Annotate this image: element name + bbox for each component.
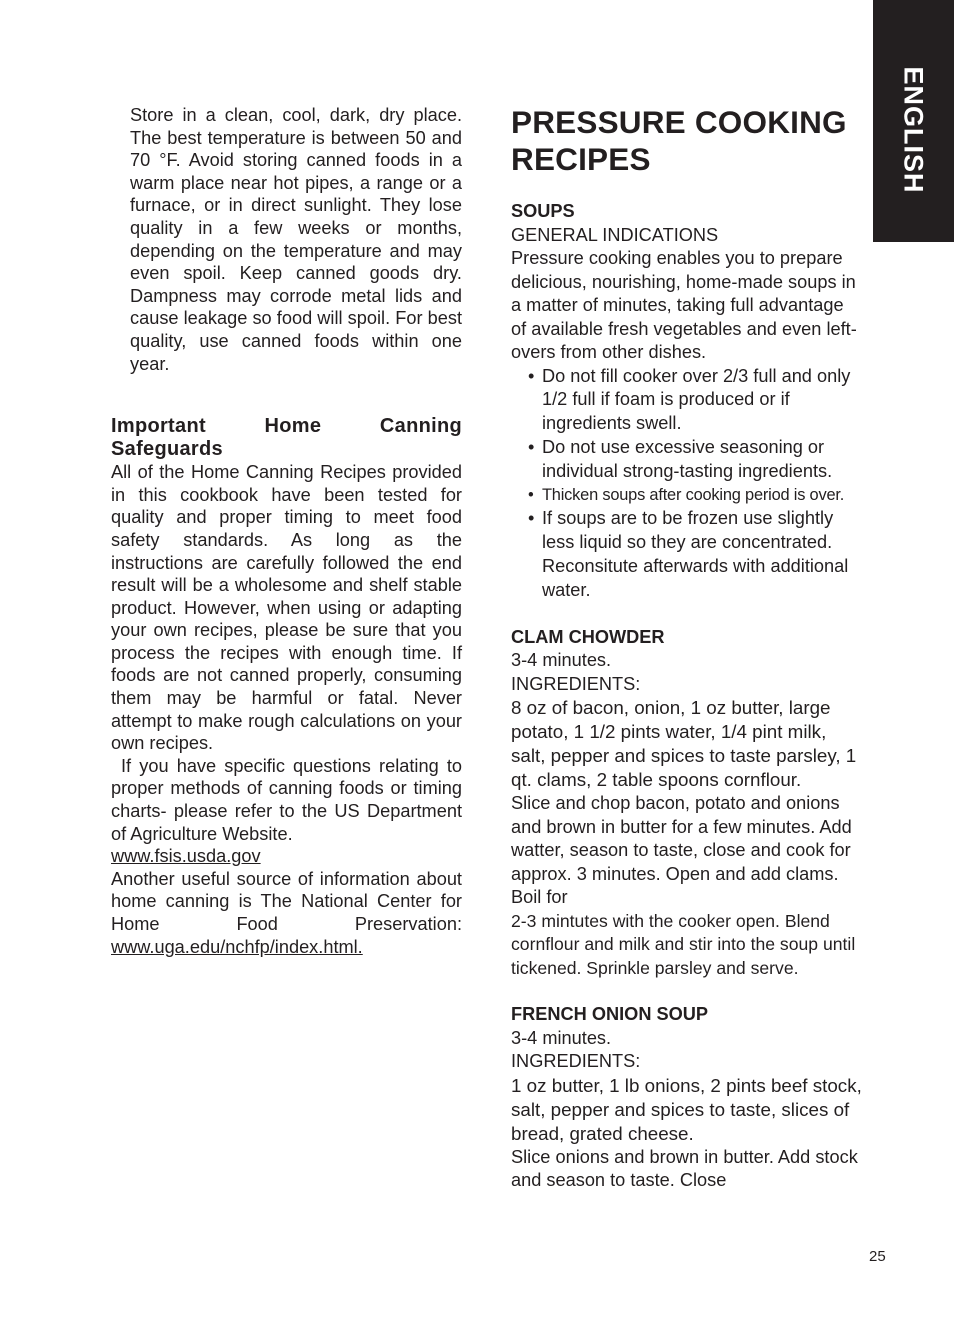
storage-paragraph: Store in a clean, cool, dark, dry place. The best temperature is between 50 and 70 °F. Avoid storing canned foods in a warm place near hot pipes, a range or a furnace, or in direct sunlight. They lose quality in a few weeks or months, depending on the temperature and may even spoil. Keep canned goods dry. Dampness may corrode metal lids and cause leakage so food will spoil. For best quality, use canned foods within one year. bbox=[130, 105, 462, 374]
general-indications-heading: GENERAL INDICATIONS bbox=[511, 224, 719, 245]
clam-chowder-ingredients-label: INGREDIENTS: bbox=[511, 673, 641, 694]
page-title: PRESSURE COOKING RECIPES bbox=[511, 104, 847, 177]
clam-chowder-method-2: 2-3 mintutes with the cooker open. Blend cornflour and milk and stir into the soup until tickened. Sprinkle parsley and serve. bbox=[511, 910, 856, 978]
page-number: 25 bbox=[869, 1248, 886, 1265]
list-item: • If soups are to be frozen use slightly less liquid so they are concentrated. Reconsitute afterwards with additional water. bbox=[528, 507, 863, 602]
safeguards-heading-line2: Safeguards bbox=[111, 438, 223, 461]
nchfp-link[interactable]: www.uga.edu/nchfp/index.html. bbox=[111, 936, 363, 957]
usda-link[interactable]: www.fsis.usda.gov bbox=[111, 846, 261, 867]
language-tab bbox=[873, 0, 954, 242]
left-column bbox=[111, 104, 462, 958]
right-column bbox=[511, 104, 863, 1193]
safeguards-heading-line1: Important Home Canning bbox=[111, 415, 462, 438]
clam-chowder-heading: CLAM CHOWDER bbox=[511, 626, 665, 647]
nchfp-text: Another useful source of information about home canning is The National Center for Home Food Preservation: bbox=[111, 868, 462, 934]
list-item: • Thicken soups after cooking period is over. bbox=[528, 483, 863, 507]
french-onion-ingredients: 1 oz butter, 1 lb onions, 2 pints beef stock, salt, pepper and spices to taste, slices of bread, grated cheese. bbox=[511, 1074, 862, 1144]
french-onion-ingredients-label: INGREDIENTS: bbox=[511, 1051, 641, 1072]
usda-paragraph: If you have specific questions relating to proper methods of canning foods or timing charts- please refer to the US Department of Agriculture Website. bbox=[111, 755, 462, 844]
nchfp-paragraph bbox=[111, 868, 462, 958]
list-item: • Do not use excessive seasoning or individual strong-tasting ingredients. bbox=[528, 436, 863, 484]
clam-chowder-time: 3-4 minutes. bbox=[511, 650, 612, 671]
clam-chowder-method-1: Slice and chop bacon, potato and onions and brown in butter for a few minutes. Add watter, season to taste, close and cook for approx. 3 minutes. Open and add clams. Boil for bbox=[511, 793, 852, 908]
french-onion-heading: FRENCH ONION SOUP bbox=[511, 1004, 709, 1025]
safeguards-paragraph: All of the Home Canning Recipes provided in this cookbook have been tested for quality and proper timing to meet food safety standards. As long as the instructions are carefully followed the end result will be a wholesome and shelf stable product. However, when using or adapting your own recipes, please be sure that you process the recipes with enough time. If foods are not canned properly, consuming them may be harmful or fatal. Never attempt to make rough calculations on your own recipes. bbox=[111, 462, 462, 754]
french-onion-method: Slice onions and brown in butter. Add stock and season to taste. Close bbox=[511, 1146, 858, 1191]
list-item: • Do not fill cooker over 2/3 full and only 1/2 full if foam is produced or if ingredients swell. bbox=[528, 365, 863, 436]
language-tab-label: ENGLISH bbox=[898, 66, 929, 194]
soups-intro: Pressure cooking enables you to prepare delicious, nourishing, home-made soups in a matter of minutes, taking full advantage of available fresh vegetables and even left-overs from other dishes. bbox=[511, 248, 857, 362]
soups-heading: SOUPS bbox=[511, 201, 575, 221]
french-onion-time: 3-4 minutes. bbox=[511, 1027, 612, 1048]
clam-chowder-ingredients: 8 oz of bacon, onion, 1 oz butter, large potato, 1 1/2 pints water, 1/4 pint milk, salt, pepper and spices to taste parsley, 1 qt. clams, 2 table spoons cornflour. bbox=[511, 697, 857, 791]
soups-tips-list bbox=[511, 365, 863, 603]
